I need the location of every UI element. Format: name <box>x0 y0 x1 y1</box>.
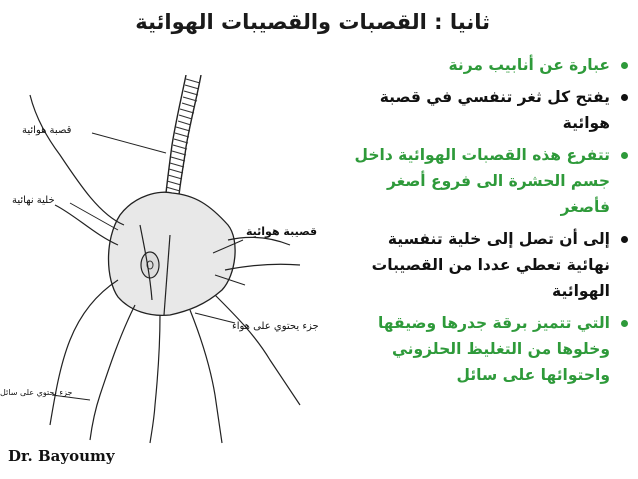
bullet-item <box>340 226 628 304</box>
trachea-tube <box>166 75 201 195</box>
bullet-item <box>340 52 628 78</box>
bullet-dot-icon <box>621 320 628 327</box>
bullet-list <box>340 52 628 394</box>
label-end-cell: خلية نهائية <box>12 195 55 206</box>
tracheal-system-diagram <box>0 75 340 445</box>
author-credit: Dr. Bayoumy <box>8 447 115 465</box>
bullet-text: يفتح كل ثغر تنفسي في قصبة هوائية <box>379 88 610 132</box>
bullet-item <box>340 84 628 136</box>
bullet-dot-icon <box>621 94 628 101</box>
bullet-item <box>340 142 628 220</box>
slide-title: ثانيا : القصبات والقصيبات الهوائية <box>135 10 490 34</box>
bullet-dot-icon <box>621 62 628 69</box>
bullet-text: تتفرع هذه القصبات الهوائية داخل جسم الحشرة الى فروع أصغر فأصغر <box>354 146 610 216</box>
label-tracheole: قصيبة هوائية <box>246 225 318 238</box>
bullet-item <box>340 310 628 388</box>
bullet-text: إلى أن تصل إلى خلية تنفسية نهائية تعطي عددا من القصيبات الهوائية <box>371 230 610 300</box>
label-trachea: قصبة هوائية <box>22 125 72 136</box>
bullet-dot-icon <box>621 152 628 159</box>
bullet-text: عبارة عن أنابيب مرنة <box>448 56 610 74</box>
label-fluid-part: جزء يحتوي على سائل <box>0 388 73 397</box>
bullet-dot-icon <box>621 236 628 243</box>
nucleus-icon <box>141 252 159 278</box>
bullet-text: التي تتميز برقة جدرها وضيقها وخلوها من التغليظ الحلزوني واحتوائها على سائل <box>377 314 610 384</box>
label-air-part: جزء يحتوي على هواء <box>232 321 319 332</box>
